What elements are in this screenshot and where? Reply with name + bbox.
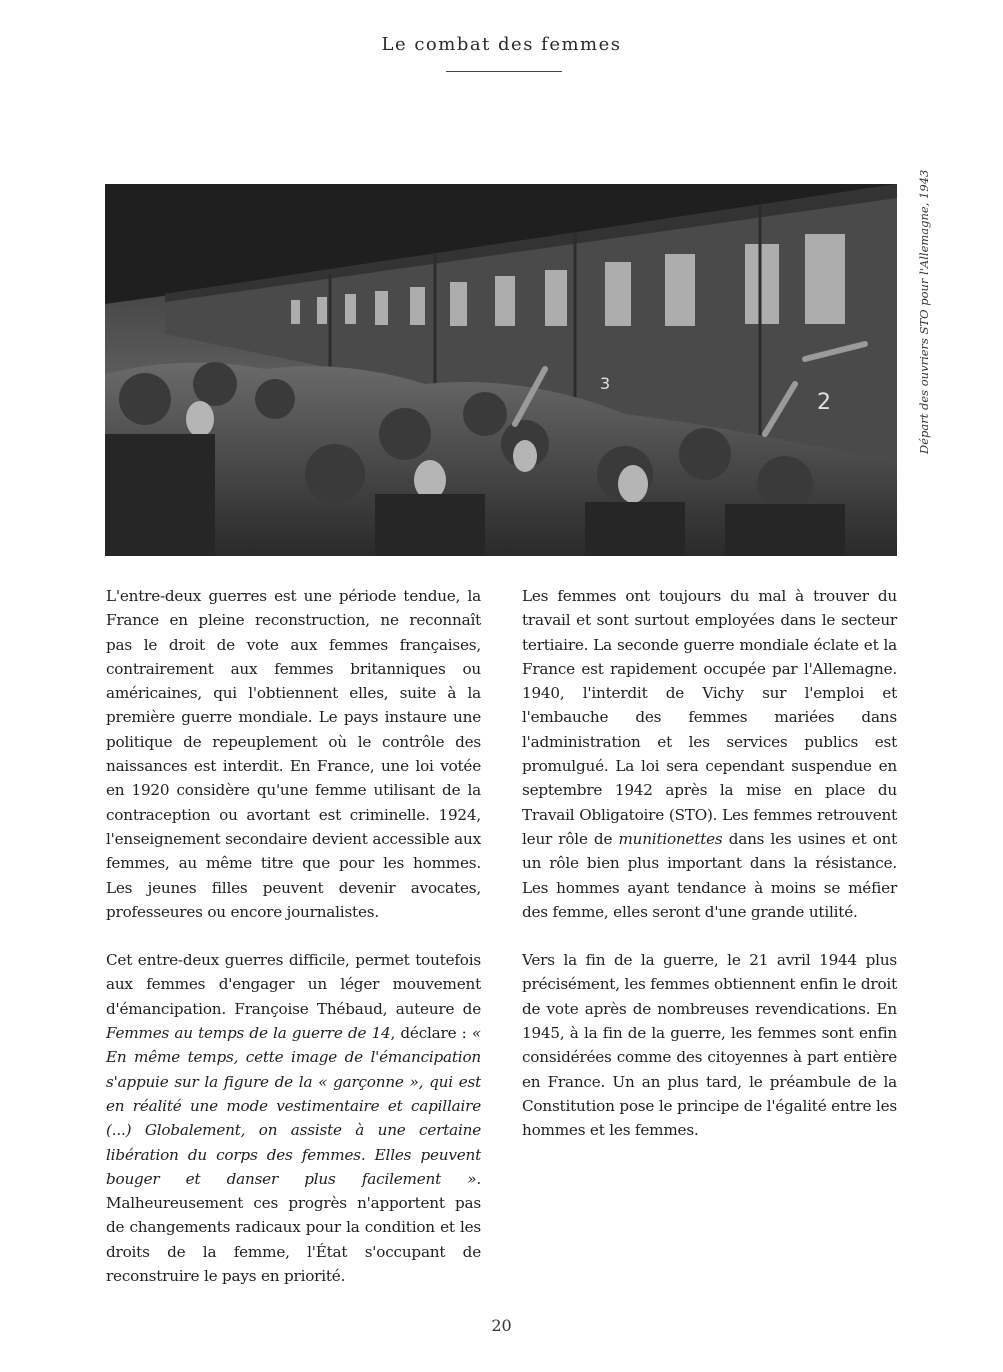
photo-caption: Départ des ouvriers STO pour l'Allemagne, 1943 [917,169,931,454]
svg-text:2: 2 [817,390,831,415]
text-run: Malheureusement ces progrès n'apportent pas de changements radicaux pour la condition et les droits de la femme, l'État s'occupant de reconstruire le pays en priorité. [106,1194,481,1286]
paragraph: Vers la fin de la guerre, le 21 avril 1944 plus précisément, les femmes obtiennent enfin le droit de vote après de nombreuses revendications. En 1945, à la fin de la guerre, les femmes sont enfin considérées comme des citoyennes à part entière en France. Un an plus tard, le préambule de la Constitution pose le principe de l'égalité entre les hommes et les femmes. [522,951,897,1140]
text-run: Cet entre-deux guerres difficile, permet toutefois aux femmes d'engager un léger mouvement d'émancipation. Françoise Thébaud, auteure de [106,951,481,1018]
page-number: 20 [491,1316,512,1335]
emphasized-term: munitionettes [618,829,723,848]
svg-text:3: 3 [600,374,611,393]
text-run: , déclare : [390,1024,472,1043]
header-divider [446,71,562,72]
left-text-column [106,584,481,1312]
text-run: Les femmes ont toujours du mal à trouver du travail et sont surtout employées dans le secteur tertiaire. La seconde guerre mondiale éclate et la France est rapidement occupée par l'Allemagne. 1940, l'interdit de Vichy sur l'emploi et l'embauche des femmes mariées dans l'administration et les services publics est promulgué. La loi sera cependant suspendue en septembre 1942 après la mise en place du Travail Obligatoire (STO). Les femmes retrouvent leur rôle de [522,587,897,848]
right-text-column [522,584,897,1167]
text-run: dans les usines et ont un rôle bien plus important dans la résistance. Les hommes ayant tendance à moins se méfier des femme, elles seront d'une grande utilité. [522,829,897,921]
paragraph: L'entre-deux guerres est une période tendue, la France en pleine reconstruction, ne reconnaît pas le droit de vote aux femmes françaises, contrairement aux femmes britanniques ou américaines, qui l'obtiennent elles, suite à la première guerre mondiale. Le pays instaure une politique de repeuplement où le contrôle des naissances est interdit. En France, une loi votée en 1920 considère qu'une femme utilisant de la contraception ou avortant est criminelle. 1924, l'enseignement secondaire devient accessible aux femmes, au même titre que pour les hommes. Les jeunes filles peuvent devenir avocates, professeures ou encore journalistes. [106,587,481,921]
page-header-title: Le combat des femmes [381,34,622,55]
photo-train-departure [105,184,897,556]
book-title: Femmes au temps de la guerre de 14 [106,1024,391,1043]
quotation: « En même temps, cette image de l'émancipation s'appuie sur la figure de la « garçonne », qui est en réalité une mode vestimentaire et capillaire (...) Globalement, on assiste à une certaine libération du corps des femmes. Elles peuvent bouger et danser plus facilement ». [106,1024,481,1188]
paragraph [522,584,897,924]
paragraph [106,948,481,1288]
